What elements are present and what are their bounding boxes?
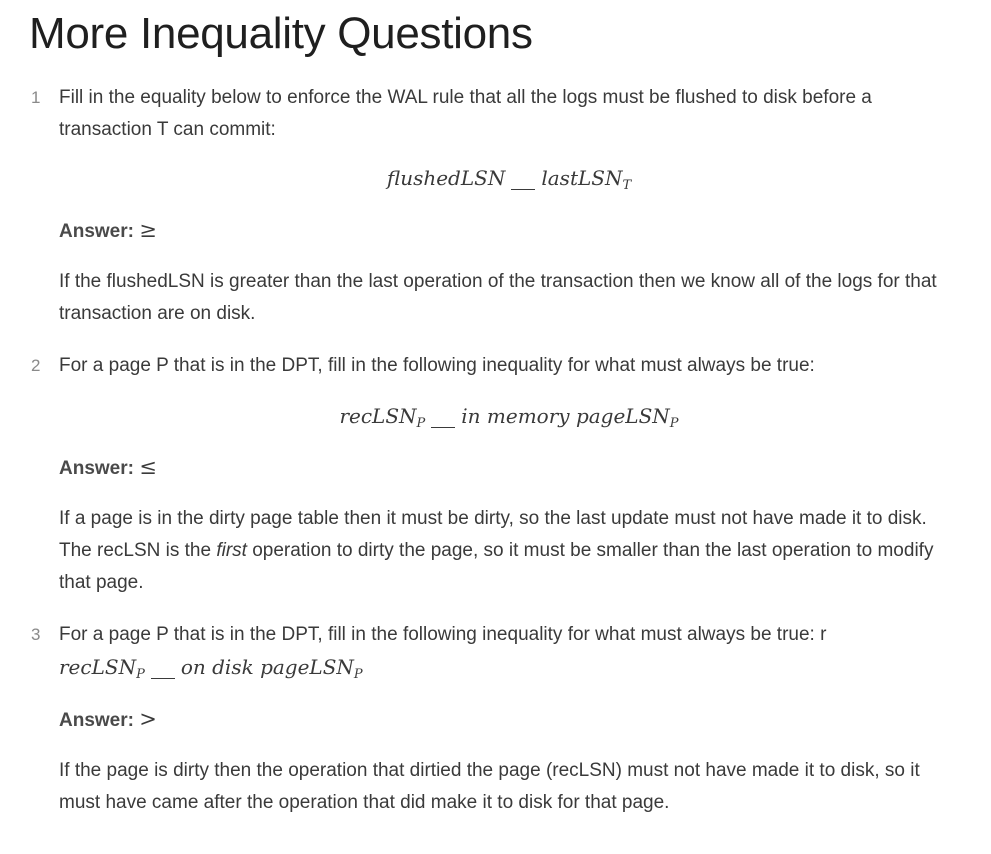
explanation-part-1: If a page is in the dirty page table then it must be dirty, so the last update must not have made it to disk. The recLSN is the (59, 508, 927, 561)
explanation-block (59, 266, 959, 330)
math-right-text: lastLSN (541, 166, 623, 190)
explanation-text (59, 503, 959, 599)
math-right-term (461, 404, 679, 431)
explanation-emphasis: first (216, 540, 247, 561)
math-right-subscript: P (353, 667, 363, 682)
math-right-term (541, 166, 632, 193)
question-number: 3 (31, 625, 41, 644)
question-prompt: For a page P that is in the DPT, fill in the following inequality for what must always be true: (59, 355, 815, 376)
math-left-term: flushedLSN (386, 166, 506, 190)
math-left-subscript: P (416, 416, 426, 431)
question-number: 1 (31, 88, 41, 107)
math-blank (431, 426, 455, 428)
math-right-subscript: T (622, 178, 632, 193)
math-right-text: in memory pageLSN (461, 404, 670, 428)
math-right-subscript: P (669, 416, 679, 431)
math-inline (59, 651, 959, 685)
question-prompt: For a page P that is in the DPT, fill in the following inequality for what must always be true: r (59, 624, 827, 645)
answer-line (59, 214, 959, 248)
question-body (59, 350, 959, 382)
math-left-text: recLSN (339, 404, 417, 428)
math-left-subscript: P (136, 667, 145, 682)
math-left-text: recLSN (59, 655, 137, 679)
question-prompt: Fill in the equality below to enforce the WAL rule that all the logs must be flushed to disk before a transaction T can commit: (59, 87, 872, 140)
math-display (59, 162, 959, 196)
question-number: 2 (31, 356, 41, 375)
math-blank (151, 677, 175, 679)
answer-block (59, 703, 959, 737)
math-left-term (59, 655, 145, 682)
page-title: More Inequality Questions (29, 9, 533, 58)
answer-symbol: ≥ (139, 218, 157, 242)
answer-symbol: ≤ (139, 455, 157, 479)
answer-label: Answer: (59, 221, 134, 242)
answer-symbol: > (139, 707, 157, 731)
explanation-text: If the page is dirty then the operation that dirtied the page (recLSN) must not have made it to disk, so it must have came after the operation that did make it to disk for that page. (59, 760, 920, 813)
answer-block (59, 214, 959, 248)
answer-label: Answer: (59, 710, 134, 731)
answer-line (59, 451, 959, 485)
question-body (59, 619, 959, 685)
math-right-term (180, 655, 363, 682)
math-blank (511, 188, 535, 190)
explanation-part-2: operation to dirty the page, so it must be smaller than the last operation to modify that page. (59, 540, 934, 593)
explanation-text: If the flushedLSN is greater than the last operation of the transaction then we know all of the logs for that transaction are on disk. (59, 271, 937, 324)
answer-block (59, 451, 959, 485)
explanation-block (59, 755, 959, 819)
math-left-term (339, 404, 426, 431)
answer-line (59, 703, 959, 737)
math-right-text: on disk pageLSN (180, 655, 354, 679)
question-body (59, 82, 959, 146)
answer-label: Answer: (59, 458, 134, 479)
explanation-block (59, 503, 959, 599)
math-display (59, 400, 959, 434)
